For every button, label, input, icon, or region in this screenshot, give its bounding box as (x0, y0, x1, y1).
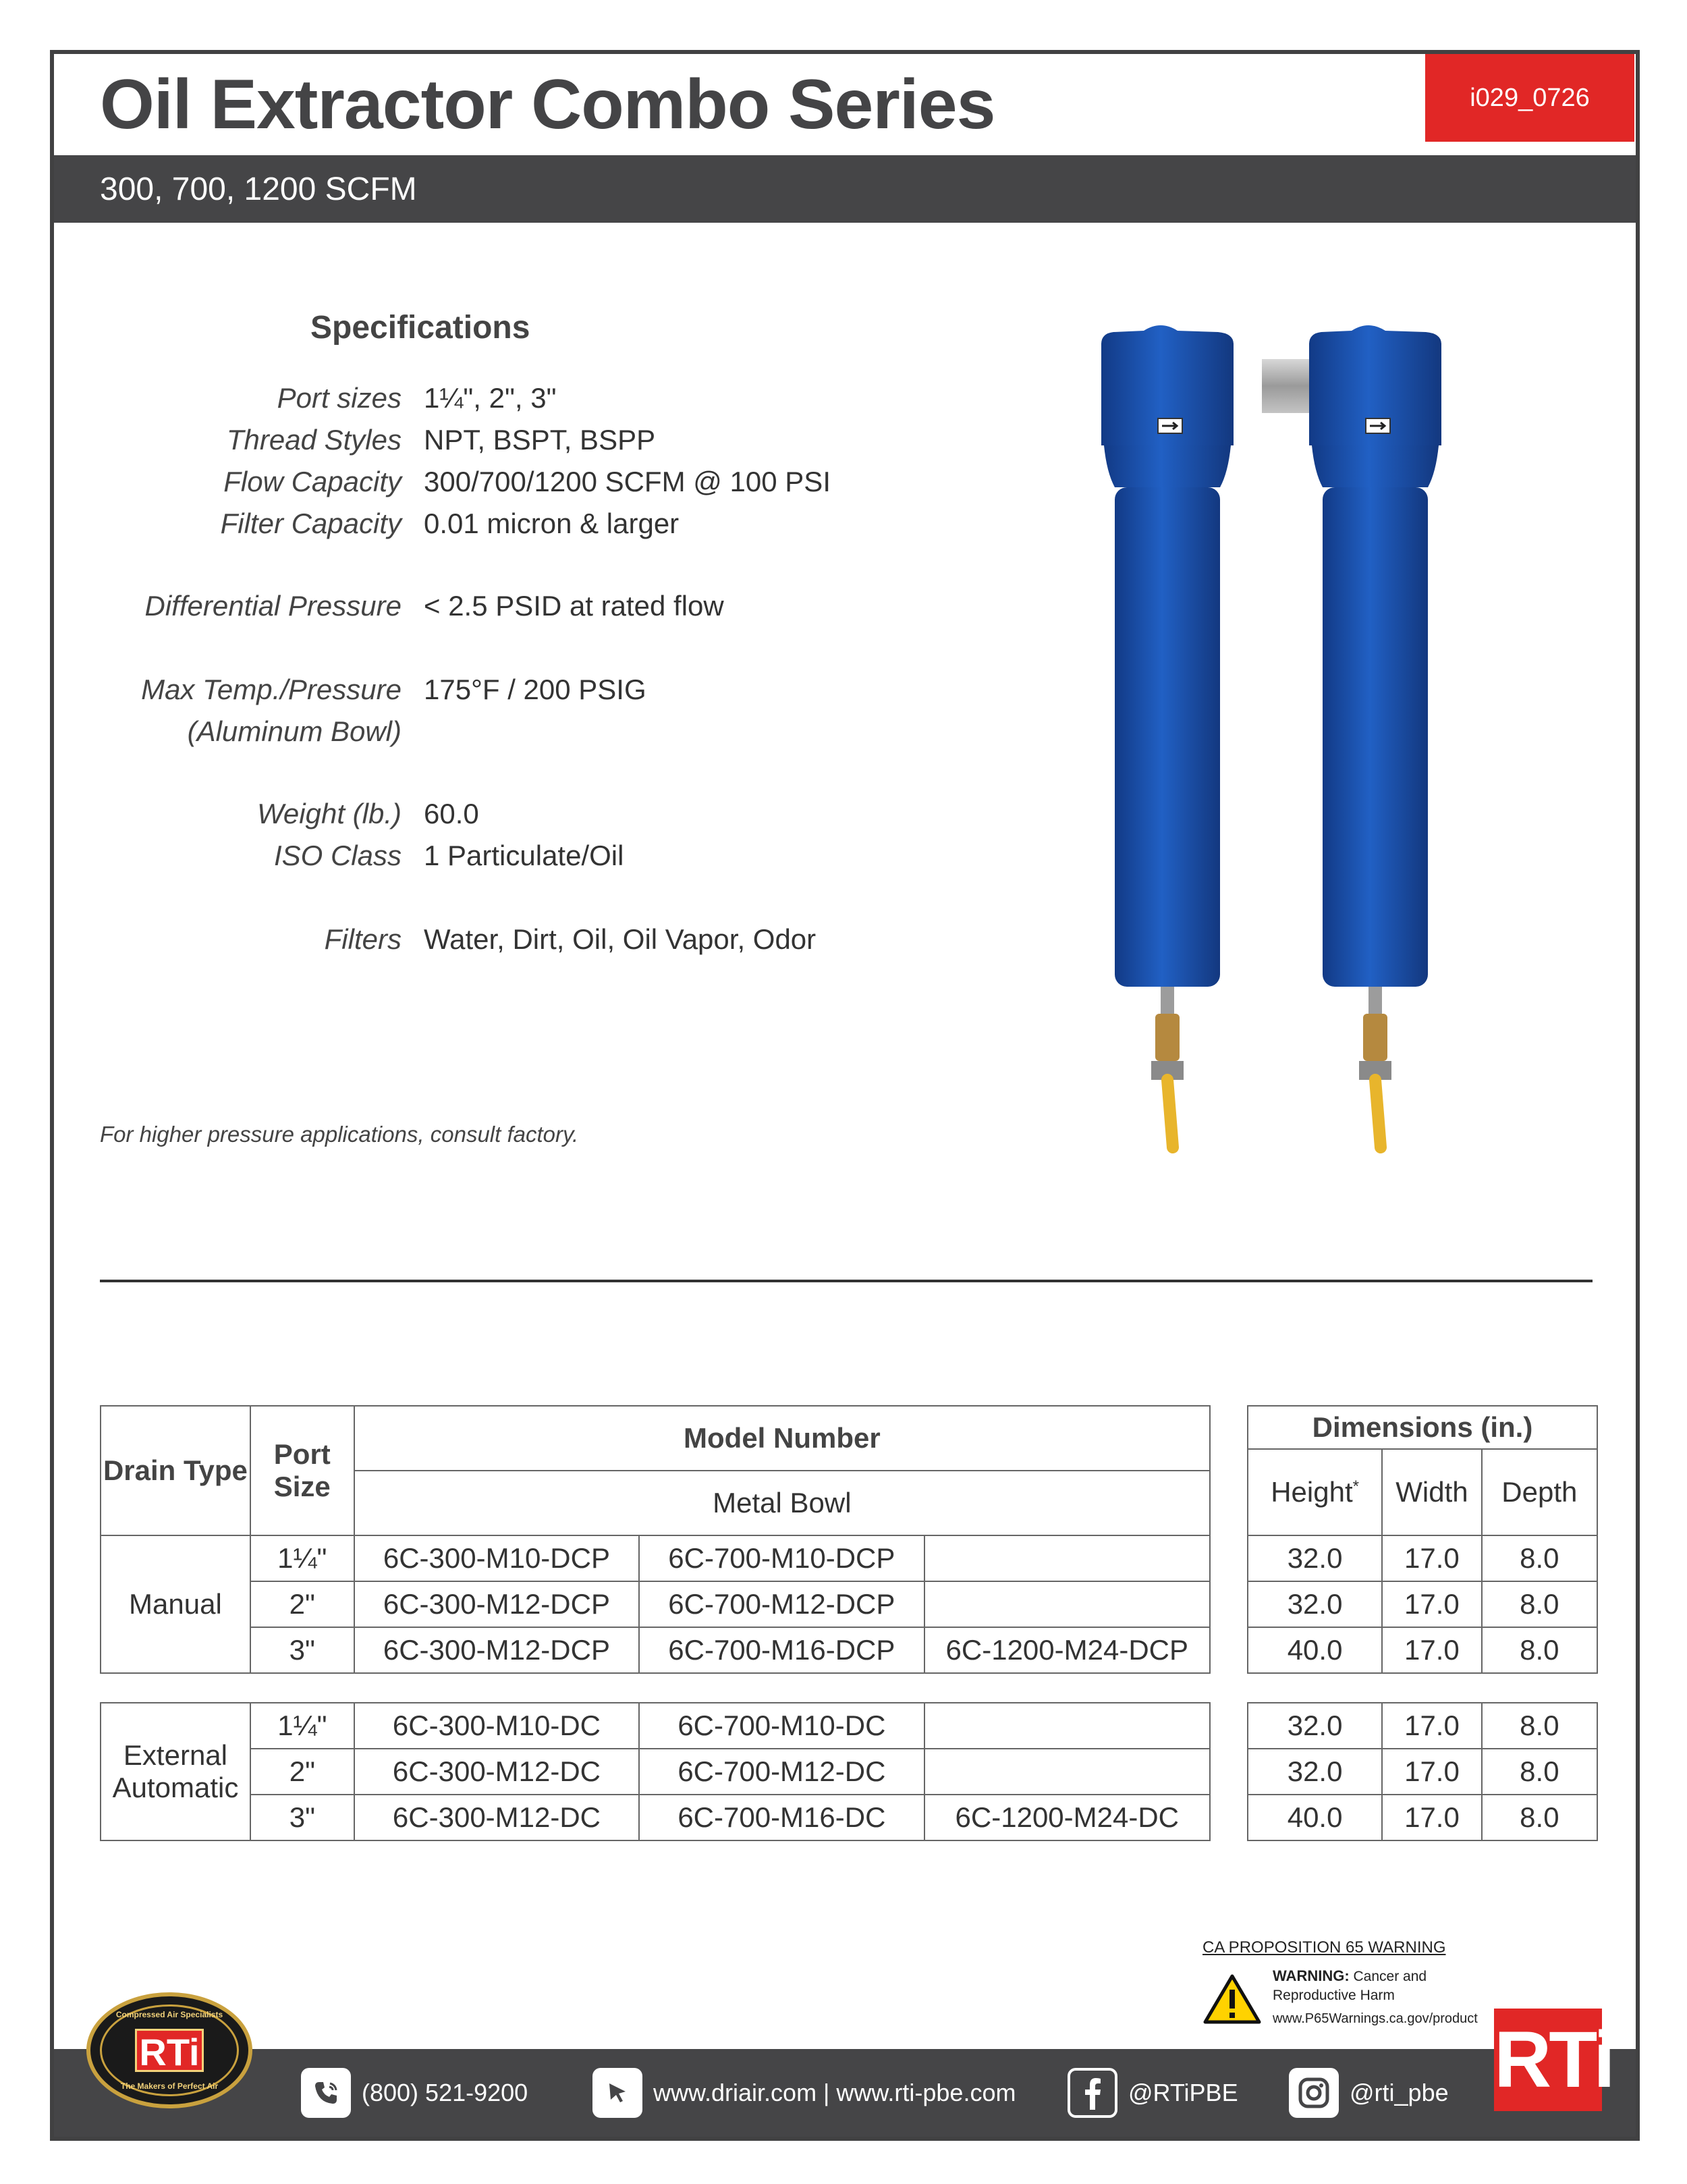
port-cell: 3" (250, 1627, 354, 1673)
spec-label: Differential Pressure (144, 590, 402, 622)
dim-cell: 17.0 (1382, 1749, 1482, 1795)
model-cell: 6C-700-M12-DCP (639, 1581, 924, 1627)
filter-left (1101, 325, 1234, 1147)
spec-label: Filters (324, 923, 402, 955)
dim-cell: 8.0 (1482, 1627, 1597, 1673)
dim-cell: 32.0 (1248, 1703, 1382, 1749)
height-header-label: Height (1271, 1476, 1353, 1508)
spec-value: NPT, BSPT, BSPP (424, 424, 656, 456)
model-cell: 6C-700-M10-DC (639, 1703, 924, 1749)
spec-row (0, 715, 877, 757)
spec-value: 1¼", 2", 3" (424, 382, 557, 414)
dim-cell: 17.0 (1382, 1703, 1482, 1749)
model-cell (924, 1749, 1210, 1795)
footer-website[interactable] (592, 2067, 1016, 2119)
footer-phone[interactable] (301, 2067, 528, 2119)
height-header (1248, 1449, 1382, 1535)
model-number-header: Model Number (354, 1406, 1210, 1471)
badge-bottom-text: The Makers of Perfect Air (120, 2081, 219, 2091)
dim-cell: 17.0 (1382, 1535, 1482, 1581)
spec-label: Flow Capacity (223, 466, 402, 497)
spec-label: (Aluminum Bowl) (187, 715, 402, 747)
specs-heading: Specifications (310, 310, 530, 346)
model-cell (924, 1535, 1210, 1581)
dim-cell: 40.0 (1248, 1795, 1382, 1840)
subtitle-bar (54, 155, 1636, 223)
drain-type-auto (101, 1703, 250, 1840)
badge-logo-text: RTi (135, 2029, 204, 2072)
spec-value: 0.01 micron & larger (424, 508, 680, 539)
dim-cell: 40.0 (1248, 1627, 1382, 1673)
prop65-title: CA PROPOSITION 65 WARNING (1202, 1938, 1446, 1957)
dimensions-table-auto (1247, 1702, 1598, 1841)
spec-row (0, 674, 877, 715)
prop65-url[interactable]: www.P65Warnings.ca.gov/product (1273, 2011, 1478, 2026)
prop65-warning-label: WARNING: (1273, 1967, 1350, 1984)
cursor-icon (592, 2068, 642, 2118)
instagram-icon (1289, 2068, 1339, 2118)
dim-cell: 8.0 (1482, 1581, 1597, 1627)
model-cell: 6C-700-M10-DCP (639, 1535, 924, 1581)
spec-row (0, 798, 877, 840)
footer-website-text: www.driair.com | www.rti-pbe.com (653, 2079, 1016, 2106)
dim-cell: 32.0 (1248, 1581, 1382, 1627)
drain-type-auto-line2: Automatic (112, 1772, 239, 1803)
spec-label: Thread Styles (226, 424, 402, 456)
product-image (1080, 310, 1512, 1174)
spec-row (0, 508, 877, 549)
dim-cell: 8.0 (1482, 1535, 1597, 1581)
spec-row (0, 424, 877, 466)
facebook-icon (1068, 2068, 1117, 2118)
spec-value: 1 Particulate/Oil (424, 840, 624, 871)
spec-value: 175°F / 200 PSIG (424, 674, 646, 705)
height-footnote-mark: * (1352, 1477, 1359, 1496)
model-cell: 6C-1200-M24-DCP (924, 1627, 1210, 1673)
width-header: Width (1382, 1449, 1482, 1535)
dimensions-header: Dimensions (in.) (1248, 1406, 1597, 1449)
model-cell: 6C-300-M12-DC (354, 1749, 639, 1795)
model-cell (924, 1581, 1210, 1627)
model-cell: 6C-700-M16-DCP (639, 1627, 924, 1673)
spec-row (0, 382, 877, 424)
drain-type-auto-line1: External (123, 1739, 227, 1771)
badge-top-text: Compressed Air Specialists (115, 2010, 223, 2019)
rti-logo: RTi (1494, 2009, 1602, 2111)
dim-cell: 8.0 (1482, 1703, 1597, 1749)
drain-type-header: Drain Type (101, 1406, 250, 1535)
spec-value: < 2.5 PSID at rated flow (424, 590, 724, 622)
dim-cell: 8.0 (1482, 1749, 1597, 1795)
spec-row (0, 923, 877, 965)
phone-icon (301, 2068, 351, 2118)
model-cell: 6C-300-M10-DCP (354, 1535, 639, 1581)
prop65-warning (1202, 1938, 1486, 2041)
dim-cell: 8.0 (1482, 1795, 1597, 1840)
subtitle: 300, 700, 1200 SCFM (100, 171, 417, 207)
model-cell: 6C-700-M16-DC (639, 1795, 924, 1840)
port-cell: 3" (250, 1795, 354, 1840)
spec-label: Port sizes (277, 382, 402, 414)
model-cell: 6C-300-M12-DC (354, 1795, 639, 1840)
model-cell: 6C-300-M12-DCP (354, 1627, 639, 1673)
spec-label: Weight (lb.) (257, 798, 402, 829)
section-divider (100, 1280, 1593, 1282)
model-cell (924, 1703, 1210, 1749)
dim-cell: 17.0 (1382, 1581, 1482, 1627)
footer-instagram[interactable] (1289, 2067, 1449, 2119)
spec-note: For higher pressure applications, consult factory. (100, 1122, 579, 1147)
footer-instagram-text: @rti_pbe (1350, 2079, 1449, 2106)
doc-id-badge: i029_0726 (1425, 54, 1634, 142)
rti-badge-logo (86, 1992, 252, 2108)
dim-cell: 17.0 (1382, 1795, 1482, 1840)
spec-label: ISO Class (273, 840, 402, 871)
spec-value: 300/700/1200 SCFM @ 100 PSI (424, 466, 831, 497)
spec-label: Filter Capacity (220, 508, 402, 539)
port-cell: 2" (250, 1581, 354, 1627)
dim-cell: 32.0 (1248, 1535, 1382, 1581)
spec-row (0, 840, 877, 881)
model-cell: 6C-300-M10-DC (354, 1703, 639, 1749)
spec-row (0, 466, 877, 508)
port-cell: 1¼" (250, 1535, 354, 1581)
model-cell: 6C-700-M12-DC (639, 1749, 924, 1795)
dim-cell: 32.0 (1248, 1749, 1382, 1795)
footer-facebook-text: @RTiPBE (1128, 2079, 1238, 2106)
spec-row (0, 590, 877, 632)
prop65-warning-text: Cancer and (1353, 1969, 1427, 1984)
depth-header: Depth (1482, 1449, 1597, 1535)
port-size-header: Port Size (250, 1406, 354, 1535)
page-title: Oil Extractor Combo Series (100, 65, 995, 144)
spec-value: Water, Dirt, Oil, Oil Vapor, Odor (424, 923, 817, 955)
dimensions-table (1247, 1405, 1598, 1674)
prop65-warning-text-2: Reproductive Harm (1273, 1988, 1395, 2003)
drain-type-manual: Manual (101, 1535, 250, 1673)
port-cell: 2" (250, 1749, 354, 1795)
filter-right (1309, 325, 1441, 1147)
spec-label: Max Temp./Pressure (141, 674, 402, 705)
port-cell: 1¼" (250, 1703, 354, 1749)
model-cell: 6C-1200-M24-DC (924, 1795, 1210, 1840)
warning-triangle-icon (1202, 1973, 1262, 2025)
model-table (100, 1405, 1211, 1674)
spec-value: 60.0 (424, 798, 479, 829)
metal-bowl-header: Metal Bowl (354, 1471, 1210, 1535)
model-cell: 6C-300-M12-DCP (354, 1581, 639, 1627)
footer-facebook[interactable] (1068, 2067, 1238, 2119)
footer-phone-text: (800) 521-9200 (362, 2079, 528, 2106)
model-table-auto (100, 1702, 1211, 1841)
dim-cell: 17.0 (1382, 1627, 1482, 1673)
